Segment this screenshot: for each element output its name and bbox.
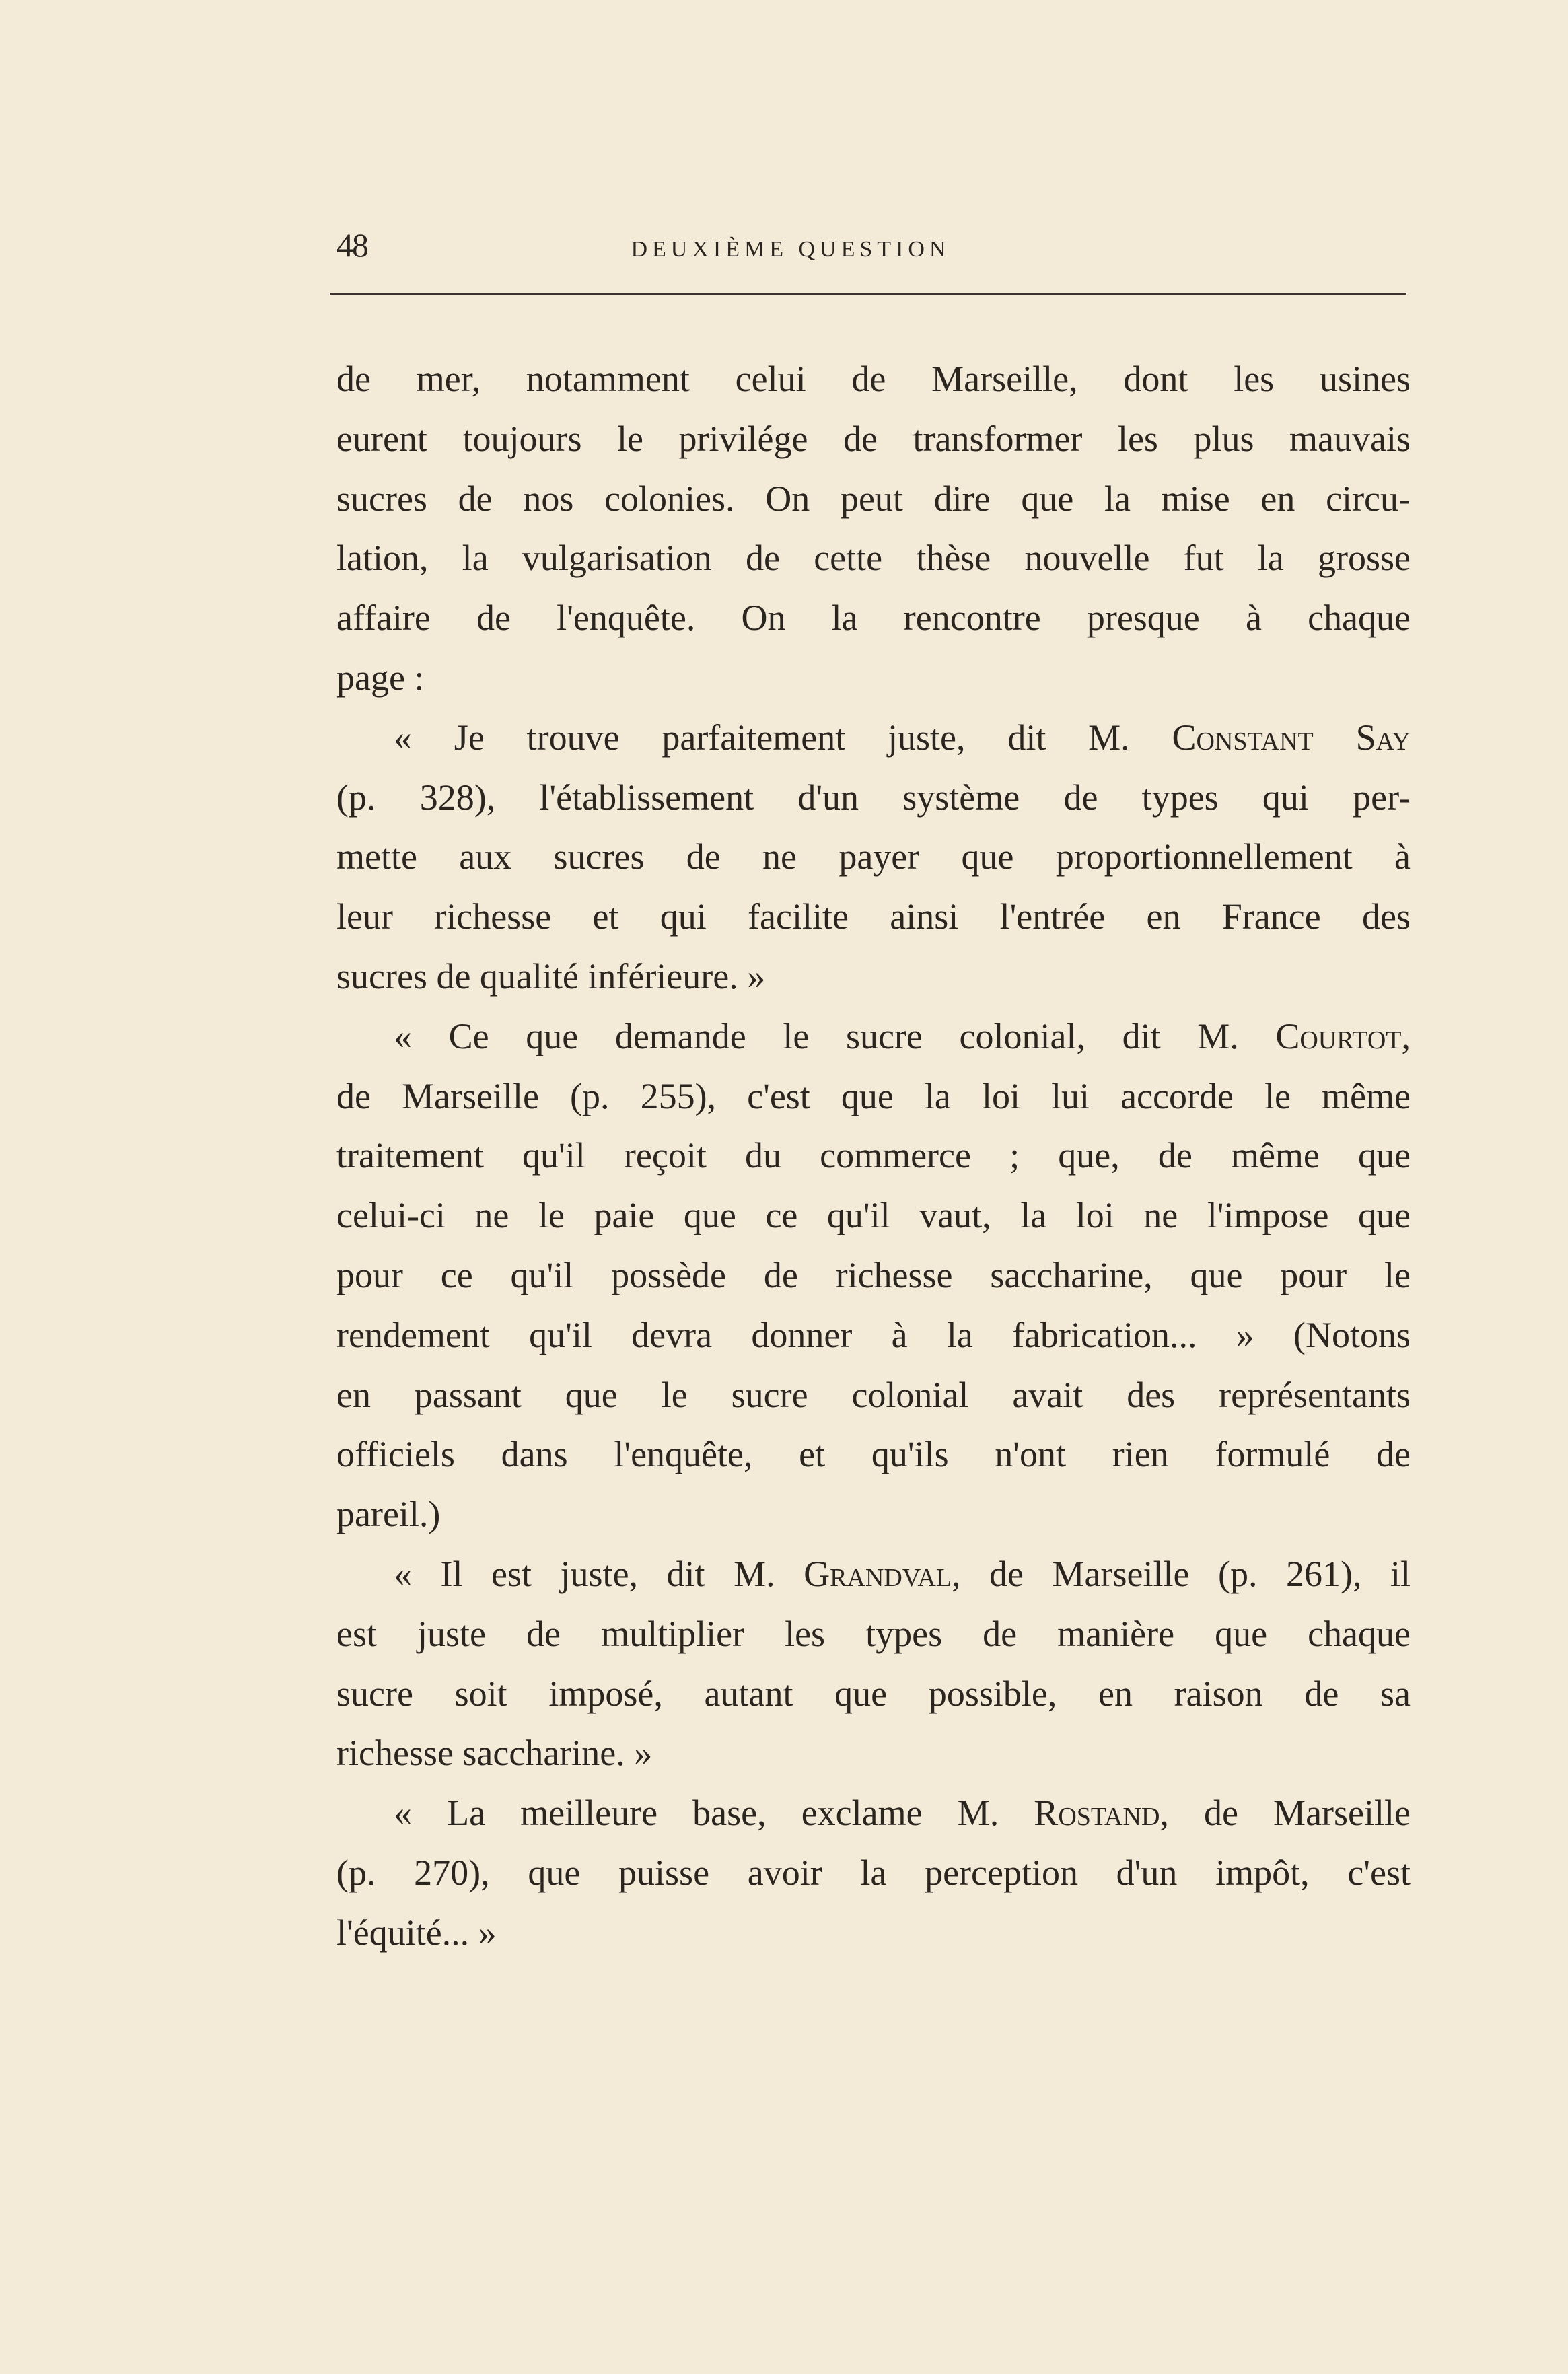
text-segment: « Je trouve parfaitement juste, dit M. (394, 717, 1172, 758)
text-segment: lation, la vulgarisation de cette thèse nouvelle fut la grosse (336, 538, 1411, 579)
text-segment: de Marseille (p. 255), c'est que la loi lui accorde le même (336, 1075, 1411, 1116)
text-line (336, 1311, 1411, 1359)
text-segment: est juste de multiplier les types de manière que chaque (336, 1613, 1411, 1654)
text-segment: celui-ci ne le paie que ce qu'il vaut, la loi ne l'impose que (336, 1195, 1411, 1236)
text-line (336, 594, 1411, 641)
text-segment: , (1401, 1015, 1411, 1056)
text-line (336, 893, 1411, 940)
text-segment: « Ce que demande le sucre colonial, dit M. (394, 1015, 1276, 1056)
text-line (336, 1909, 1411, 1956)
text-line (336, 1431, 1411, 1478)
text-line (336, 774, 1411, 821)
text-segment: traitement qu'il reçoit du commerce ; que, de même que (336, 1135, 1411, 1176)
running-title: DEUXIÈME QUESTION (631, 237, 951, 262)
person-name: Constant Say (1172, 717, 1411, 758)
person-name: Grandval (804, 1554, 952, 1594)
text-line (336, 1670, 1411, 1717)
text-line (394, 1013, 1411, 1060)
text-segment: richesse saccharine. » (336, 1733, 653, 1774)
text-line (394, 1789, 1411, 1836)
text-line (336, 1073, 1411, 1120)
text-line (336, 534, 1411, 581)
text-segment: l'équité... » (336, 1912, 497, 1953)
text-segment: « La meilleure base, exclame M. (394, 1793, 1034, 1834)
text-segment: pour ce qu'il possède de richesse saccharine, que pour le (336, 1255, 1411, 1295)
text-line (336, 1132, 1411, 1179)
person-name: Rostand (1034, 1793, 1160, 1834)
text-line (336, 1610, 1411, 1657)
text-segment: (p. 328), l'établissement d'un système de types qui per- (336, 777, 1411, 818)
text-segment: eurent toujours le privilége de transformer les plus mauvais (336, 418, 1411, 459)
text-line (336, 415, 1411, 462)
text-line (336, 475, 1411, 522)
text-segment: sucre soit imposé, autant que possible, en raison de sa (336, 1673, 1411, 1714)
text-line (394, 1550, 1411, 1597)
text-segment: affaire de l'enquête. On la rencontre presque à chaque (336, 598, 1411, 639)
text-line (336, 833, 1411, 880)
text-segment: en passant que le sucre colonial avait des représentants (336, 1374, 1411, 1415)
text-line (336, 1849, 1411, 1896)
text-segment: sucres de qualité inférieure. » (336, 956, 766, 997)
text-line (394, 714, 1411, 761)
page-number: 48 (336, 226, 367, 264)
text-segment: officiels dans l'enquête, et qu'ils n'ont rien formulé de (336, 1434, 1411, 1475)
text-line (336, 355, 1411, 402)
text-segment: , de Marseille (1160, 1793, 1411, 1834)
text-segment: sucres de nos colonies. On peut dire que la mise en circu- (336, 478, 1411, 519)
text-line (336, 1490, 1411, 1538)
text-segment: leur richesse et qui facilite ainsi l'entrée en France des (336, 896, 1411, 937)
person-name: Courtot (1275, 1015, 1402, 1056)
text-segment: , de Marseille (p. 261), il (952, 1554, 1411, 1594)
text-segment: page : (336, 657, 425, 698)
text-line (336, 1252, 1411, 1299)
text-line (336, 1729, 1411, 1776)
text-line (336, 953, 1411, 1000)
text-segment: (p. 270), que puisse avoir la perception d'un impôt, c'est (336, 1853, 1411, 1893)
header-rule (330, 293, 1406, 295)
text-segment: mette aux sucres de ne payer que proportionnellement à (336, 836, 1411, 877)
text-segment: rendement qu'il devra donner à la fabrication... » (Notons (336, 1314, 1411, 1355)
text-line (336, 654, 1411, 701)
text-segment: de mer, notamment celui de Marseille, dont les usines (336, 359, 1411, 399)
text-segment: pareil.) (336, 1494, 441, 1535)
text-line (336, 1192, 1411, 1239)
text-segment: « Il est juste, dit M. (394, 1554, 804, 1594)
text-line (336, 1371, 1411, 1418)
